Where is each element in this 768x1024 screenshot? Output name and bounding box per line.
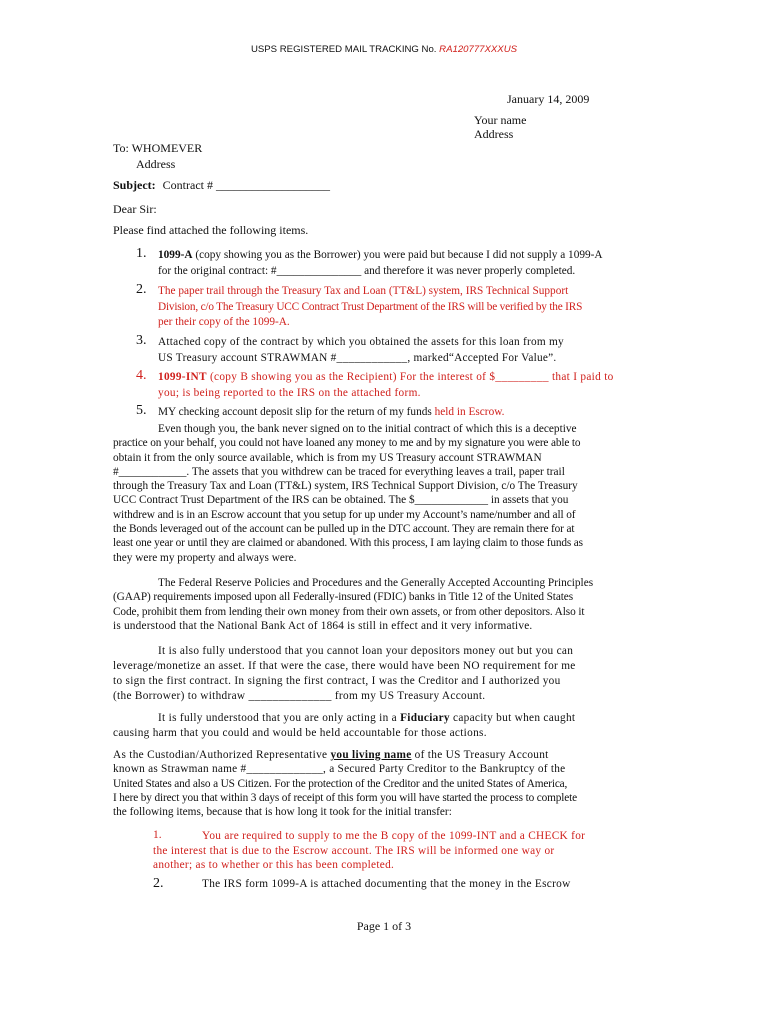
paragraph-4-post: capacity but when caught [449,712,576,724]
tracking-label: USPS REGISTERED MAIL TRACKING No. [250,44,437,55]
item-5-line1: MY checking account deposit slip for the return of my funds [158,406,435,418]
item-number: 5. [136,403,147,418]
paragraph-line: United States and also a US Citizen. For the protection of the Creditor and the united States of America, [113,777,568,790]
item-2-line1: The paper trail through the Treasury Tax and Loan (TT&L) system, IRS Technical Support [158,285,569,297]
item-4-line2: you; is being reported to the IRS on the attached form. [158,386,421,399]
item-2-line3: per their copy of the 1099-A. [158,316,290,328]
item-number: 1. [136,246,147,261]
item-2 [158,284,658,331]
paragraph-4-pre: It is fully understood that you are only acting in a [158,712,401,724]
paragraph-4 [113,711,653,741]
item-5-red: held in Escrow. [434,406,505,418]
paragraph-line: leverage/monetize an asset. If that were the case, there would have been NO requirement for me [113,660,576,672]
subject-line [113,178,330,193]
subject-blank: ___________________ [216,178,330,192]
intro-text: Please find attached the following items. [113,223,309,237]
paragraph-line: the Bonds leveraged out of the account can be pulled up in the DTC account. They are remain there for at [113,523,575,536]
item-1-line1: (copy showing you as the Borrower) you were paid but because I did not supply a 1099-A [192,249,603,261]
paragraph-line: causing harm that you could and would be held accountable for those actions. [113,727,487,739]
item-number: 3. [136,333,147,348]
item-5 [158,405,658,421]
paragraph-5 [113,748,653,819]
paragraph-line: least one year or until they are claimed or abandoned. With this process, I am laying claim to those funds as [113,537,583,550]
paragraph-3 [113,644,653,704]
paragraph-line: (GAAP) requirements imposed upon all Federally-insured (FDIC) banks in Title 12 of the United States [113,591,574,604]
item-4-bold: 1099-INT [158,371,207,383]
paragraph-line: It is also fully understood that you cannot loan your depositors money out but you can [158,645,574,657]
item-3 [158,335,658,366]
item-4-line1: (copy B showing you as the Recipient) For the interest of $_________ that I paid to [206,371,614,383]
sender-name: Your name [474,113,527,127]
directive-1-line3: another; as to whether or this has been completed. [153,859,395,871]
item-2-line2: Division, c/o The Treasury UCC Contract Trust Department of the IRS will be verified by the IRS [158,300,583,313]
directive-1-line2: the interest that is due to the Escrow account. The IRS will be informed one way or [153,844,555,857]
paragraph-5-pre: As the Custodian/Authorized Representative [113,749,331,761]
paragraph-line: through the Treasury Tax and Loan (TT&L) system, IRS Technical Support Division, c/o The Treasury [113,480,578,493]
paragraph-line: withdrew and is in an Escrow account that you setup for up under my Account’s name/number and all of [113,508,576,521]
item-1-bold: 1099-A [158,249,193,261]
paragraph-line: is understood that the National Bank Act of 1864 is still in effect and it very informative. [113,619,533,632]
letter-date: January 14, 2009 [507,92,590,106]
sender-address: Address [474,127,514,141]
salutation: Dear Sir: [113,202,157,216]
paragraph-line: obtain it from the only source available, which is from my US Treasury account STRAWMAN [113,451,542,464]
paragraph-line: Code, prohibit them from lending their own money from their own assets, or from other depositors. Also it [113,605,585,618]
subject-label: Subject: [113,178,156,192]
paragraph-2 [113,576,653,633]
subject-text: Contract # [162,178,213,192]
paragraph-line: practice on your behalf, you could not have loaned any money to me and by my signature you were able to [113,437,581,450]
directive-1 [153,829,585,873]
paragraph-5-post: of the US Treasury Account [411,749,549,761]
paragraph-line: to sign the first contract. In signing the first contract, I was the Creditor and I authorized you [113,675,561,687]
tracking-number: RA120777XXXUS [439,44,518,55]
item-number: 2. [136,282,147,297]
paragraph-line: known as Strawman name #_____________, a Secured Party Creditor to the Bankruptcy of the [113,763,566,776]
item-4 [158,370,658,401]
paragraph-line: (the Borrower) to withdraw ______________ from my US Treasury Account. [113,690,486,702]
tracking-header [0,44,768,55]
recipient-address: Address [136,157,176,171]
fiduciary-term: Fiduciary [400,712,450,724]
directive-1-line1: You are required to supply to me the B copy of the 1099-INT and a CHECK for [202,830,586,842]
page-number: Page 1 of 3 [356,919,412,933]
paragraph-line: #____________. The assets that you withdrew can be traced for everything leaves a trail, paper trail [113,465,565,478]
paragraph-line: the following items, because that is how long it took for the initial transfer: [113,806,452,819]
paragraph-line: Even though you, the bank never signed on to the initial contract of which this is a deceptive [158,423,577,435]
living-name-term: you living name [330,749,412,761]
item-3-line2: US Treasury account STRAWMAN #____________, marked“Accepted For Value”. [158,351,557,364]
paragraph-line: I here by direct you that within 3 days of receipt of this form you will have started the process to complete [113,791,577,804]
item-3-line1: Attached copy of the contract by which you obtained the assets for this loan from my [158,336,564,348]
paragraph-line: The Federal Reserve Policies and Procedures and the Generally Accepted Accounting Principles [158,577,594,589]
item-number: 4. [136,368,147,383]
recipient-to: To: WHOMEVER [113,141,203,155]
paragraph-1 [113,422,653,565]
item-1-line2: for the original contract: #_______________ and therefore it was never properly completed. [158,264,576,277]
directive-number: 2. [153,876,164,891]
paragraph-line: UCC Contract Trust Department of the IRS can be obtained. The $_____________ in assets that you [113,494,569,507]
directive-2: The IRS form 1099-A is attached documenting that the money in the Escrow [202,878,571,890]
paragraph-line: they were my property and always were. [113,551,297,564]
directive-number: 1. [153,829,162,841]
item-1 [158,248,658,279]
